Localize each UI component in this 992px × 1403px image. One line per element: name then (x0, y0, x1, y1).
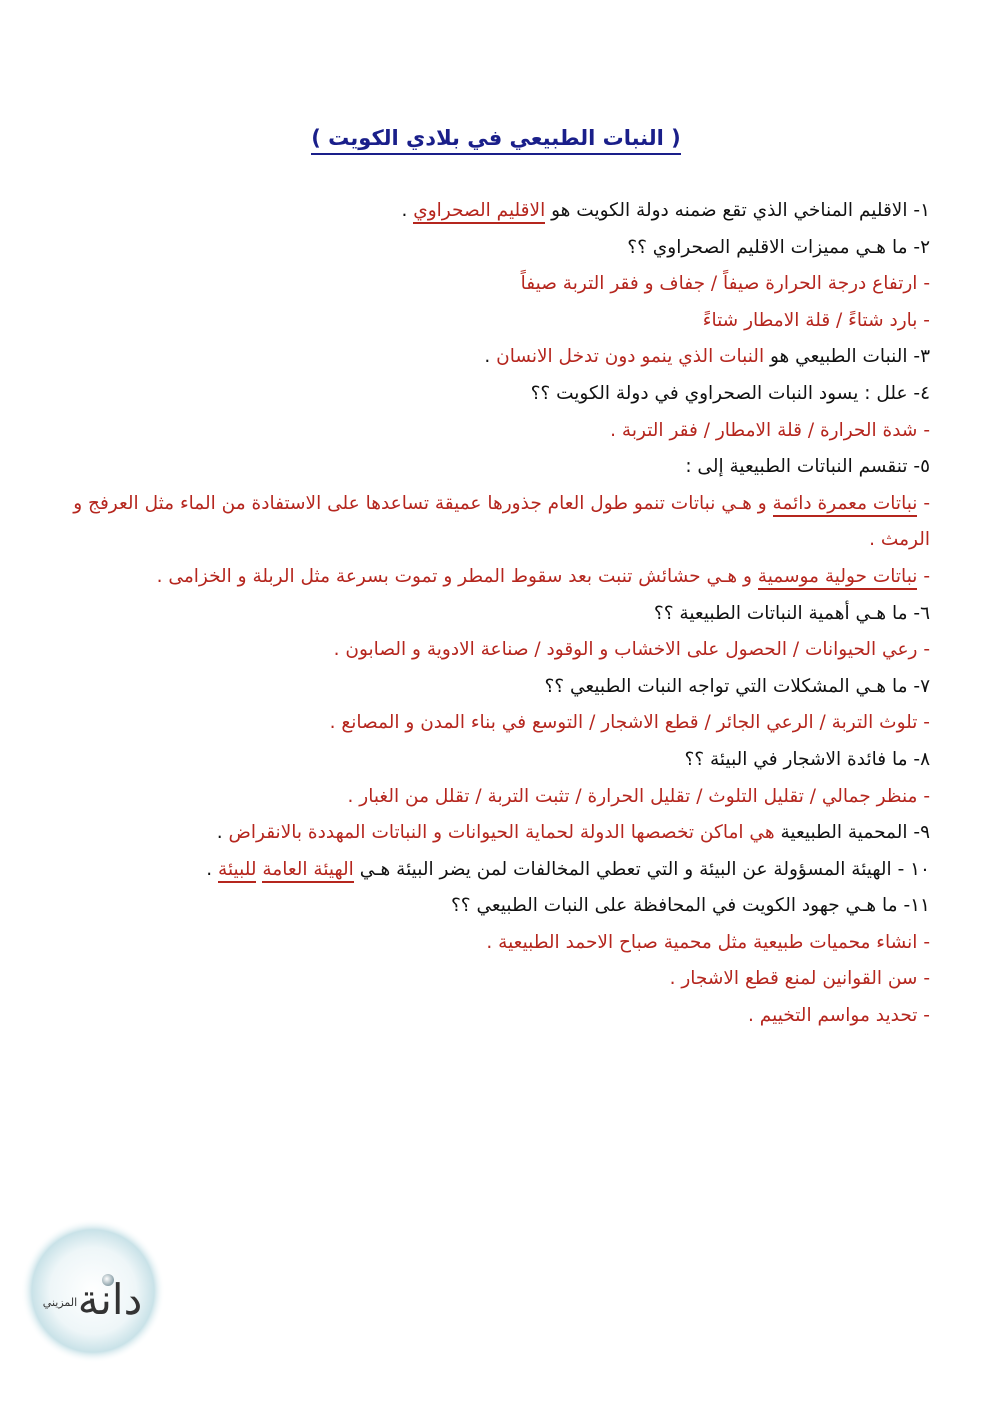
answer-11-c: - تحديد مواسم التخييم . (748, 1005, 930, 1027)
question-1-end: . (401, 200, 414, 221)
answer-9: هي اماكن تخصصها الدولة لحماية الحيوانات و النباتات المهددة بالانقراض (228, 822, 775, 844)
answer-5-a-rest: و هـي نباتات تنمو طول العام جذورها عميقة تساعدها على الاستفادة من الماء مثل العرفج و الرمث . (73, 492, 930, 551)
logo-sub-text: المزيني (42, 1296, 78, 1309)
answer-2-b: - بارد شتاءً / قلة الامطار شتاءً (702, 309, 930, 331)
answer-5-a-term: نباتات معمرة دائمة (773, 493, 918, 517)
question-11: ١١- ما هـي جهود الكويت في المحافظة على النبات الطبيعي ؟؟ (450, 895, 930, 917)
answer-10-b: للبيئة (218, 859, 256, 883)
answer-5-b-rest: و هـي حشائش تنبت بعد سقوط المطر و تموت بسرعة مثل الربلة و الخزامى . (156, 565, 758, 587)
question-2: ٢- ما هـي مميزات الاقليم الصحراوي ؟؟ (627, 236, 930, 258)
question-5: ٥- تنقسم النباتات الطبيعية إلى : (685, 456, 930, 478)
answer-3: النبات الذي ينمو دون تدخل الانسان (496, 346, 765, 368)
answer-5-a (60, 486, 930, 559)
question-1 (60, 193, 930, 230)
question-3-end: . (484, 346, 497, 368)
question-10-end: . (206, 858, 219, 880)
answer-5-b (60, 559, 930, 596)
answer-10-a: الهيئة العامة (262, 859, 353, 883)
question-9-end: . (216, 822, 229, 844)
question-10-text: ١٠ - الهيئة المسؤولة عن البيئة و التي تعطي المخالفات لمن يضر البيئة هـي (353, 858, 930, 880)
page-title (0, 126, 992, 150)
answer-11-a: - انشاء محميات طبيعية مثل محمية صباح الاحمد الطبيعية . (486, 931, 930, 953)
page-title-text: ( النبات الطبيعي في بلادي الكويت ) (311, 126, 681, 155)
question-8: ٨- ما فائدة الاشجار في البيئة ؟؟ (684, 748, 930, 770)
answer-5-b-term: نباتات حولية موسمية (758, 566, 918, 590)
question-7: ٧- ما هـي المشكلات التي تواجه النبات الطبيعي ؟؟ (544, 675, 930, 697)
answer-11-b: - سن القوانين لمنع قطع الاشجار . (669, 968, 930, 990)
answer-5-b-dash: - (917, 565, 930, 587)
logo-main-text: دانة (77, 1275, 143, 1324)
question-10 (60, 852, 930, 889)
answer-4: - شدة الحرارة / قلة الامطار / فقر التربة . (610, 419, 930, 441)
answer-1: الاقليم الصحراوي (413, 200, 545, 224)
question-1-text: ١- الاقليم المناخي الذي تقع ضمنه دولة الكويت هو (545, 200, 930, 221)
answer-7: - تلوث التربة / الرعي الجائر / قطع الاشجار / التوسع في بناء المدن و المصانع . (329, 712, 930, 734)
answer-8: - منظر جمالي / تقليل التلوث / تقليل الحرارة / تثبت التربة / تقلل من الغبار . (347, 785, 930, 807)
question-9 (60, 815, 930, 852)
question-3-text: ٣- النبات الطبيعي هو (764, 346, 930, 368)
question-6: ٦- ما هـي أهمية النباتات الطبيعية ؟؟ (653, 602, 930, 624)
answer-5-a-dash: - (917, 492, 930, 514)
answer-6: - رعي الحيوانات / الحصول على الاخشاب و الوقود / صناعة الادوية و الصابون . (333, 639, 930, 661)
answer-2-a: - ارتفاع درجة الحرارة صيفاً / جفاف و فقر التربة صيفاً (520, 273, 930, 295)
author-logo (18, 1216, 168, 1366)
question-4: ٤- علل : يسود النبات الصحراوي في دولة الكويت ؟؟ (530, 382, 930, 404)
question-3 (60, 339, 930, 376)
worksheet-content (60, 193, 930, 1035)
question-9-text: ٩- المحمية الطبيعية (774, 822, 930, 844)
